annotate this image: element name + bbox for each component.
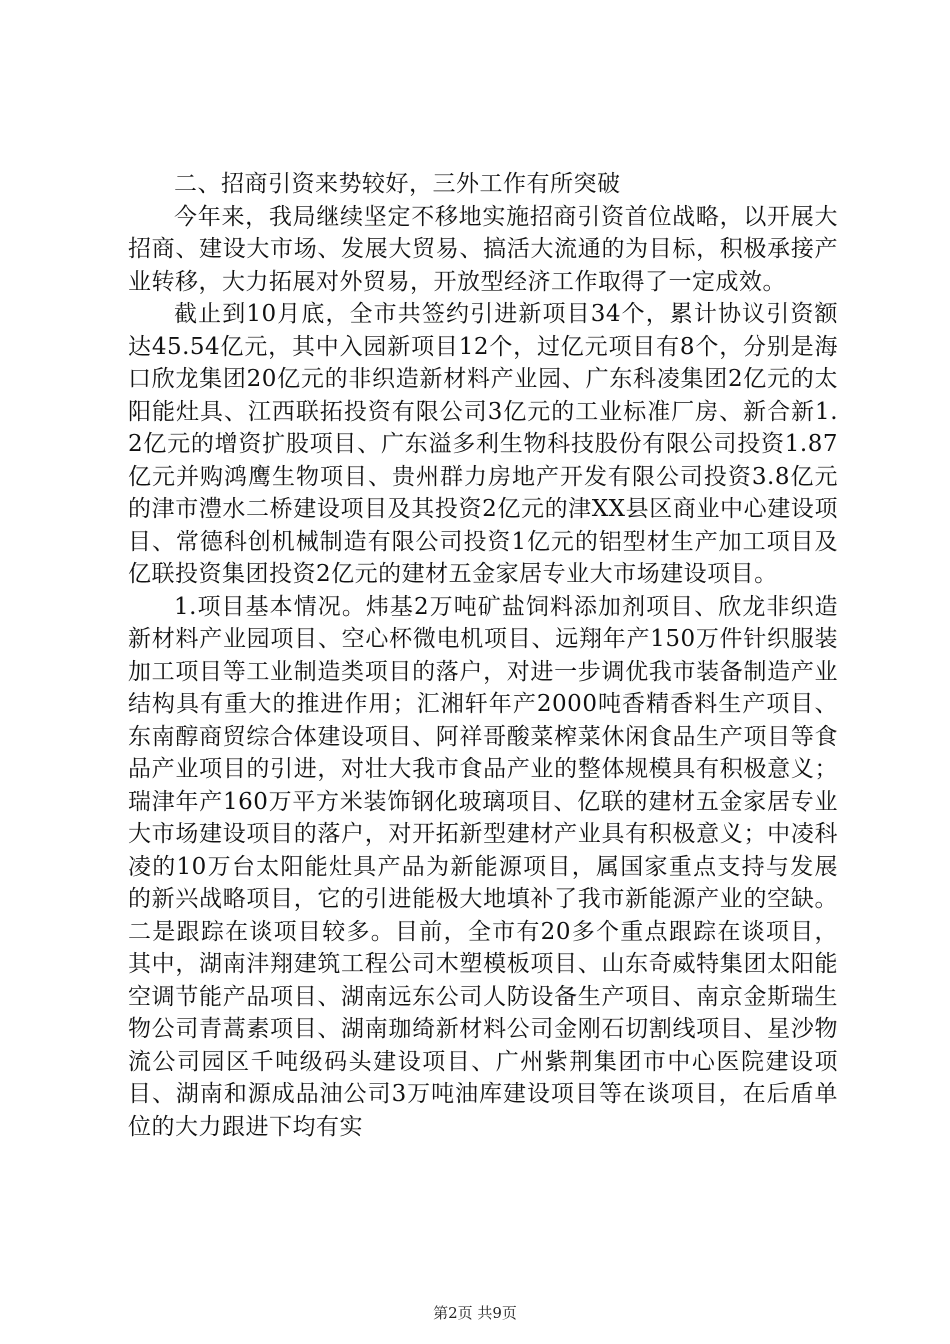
page-footer: 第2页 共9页	[433, 1304, 517, 1322]
paragraph-projects-summary: 截止到10月底，全市共签约引进新项目34个，累计协议引资额达45.54亿元，其中入园新项目12个，过亿元项目有8个，分别是海口欣龙集团20亿元的非织造新材料产业园、广东科凌集团2亿元的太阳能灶具、江西联拓投资有限公司3亿元的工业标准厂房、新合新1.2亿元的增资扩股项目、广东溢多利生物科技股份有限公司投资1.87亿元并购鸿鹰生物项目、贵州群力房地产开发有限公司投资3.8亿元的津市澧水二桥建设项目及其投资2亿元的津XX县区商业中心建设项目、常德科创机械制造有限公司投资1亿元的铝型材生产加工项目及亿联投资集团投资2亿元的建材五金家居专业大市场建设项目。	[128, 301, 838, 587]
paragraph-intro: 今年来，我局继续坚定不移地实施招商引资首位战略，以开展大招商、建设大市场、发展大贸易、搞活大流通的为目标，积极承接产业转移，大力拓展对外贸易，开放型经济工作取得了一定成效。	[128, 203, 838, 295]
document-body	[128, 168, 838, 1143]
section-heading: 二、招商引资来势较好，三外工作有所突破	[174, 171, 621, 197]
paragraph-project-details: 1.项目基本情况。炜基2万吨矿盐饲料添加剂项目、欣龙非织造新材料产业园项目、空心杯微电机项目、远翔年产150万件针织服装加工项目等工业制造类项目的落户，对进一步调优我市装备制造产业结构具有重大的推进作用；汇湘轩年产2000吨香精香料生产项目、东南醇商贸综合体建设项目、阿祥哥酸菜榨菜休闲食品生产项目等食品产业项目的引进，对壮大我市食品产业的整体规模具有积极意义；瑞津年产160万平方米装饰钢化玻璃项目、亿联的建材五金家居专业大市场建设项目的落户，对开拓新型建材产业具有积极意义；中凌科凌的10万台太阳能灶具产品为新能源项目，属国家重点支持与发展的新兴战略项目，它的引进能极大地填补了我市新能源产业的空缺。二是跟踪在谈项目较多。目前，全市有20多个重点跟踪在谈项目，其中，湖南沣翔建筑工程公司木塑模板项目、山东奇威特集团太阳能空调节能产品项目、湖南远东公司人防设备生产项目、南京金斯瑞生物公司青蒿素项目、湖南珈绮新材料公司金刚石切割线项目、星沙物流公司园区千吨级码头建设项目、广州紫荆集团市中心医院建设项目、湖南和源成品油公司3万吨油库建设项目等在谈项目，在后盾单位的大力跟进下均有实	[128, 593, 838, 1140]
